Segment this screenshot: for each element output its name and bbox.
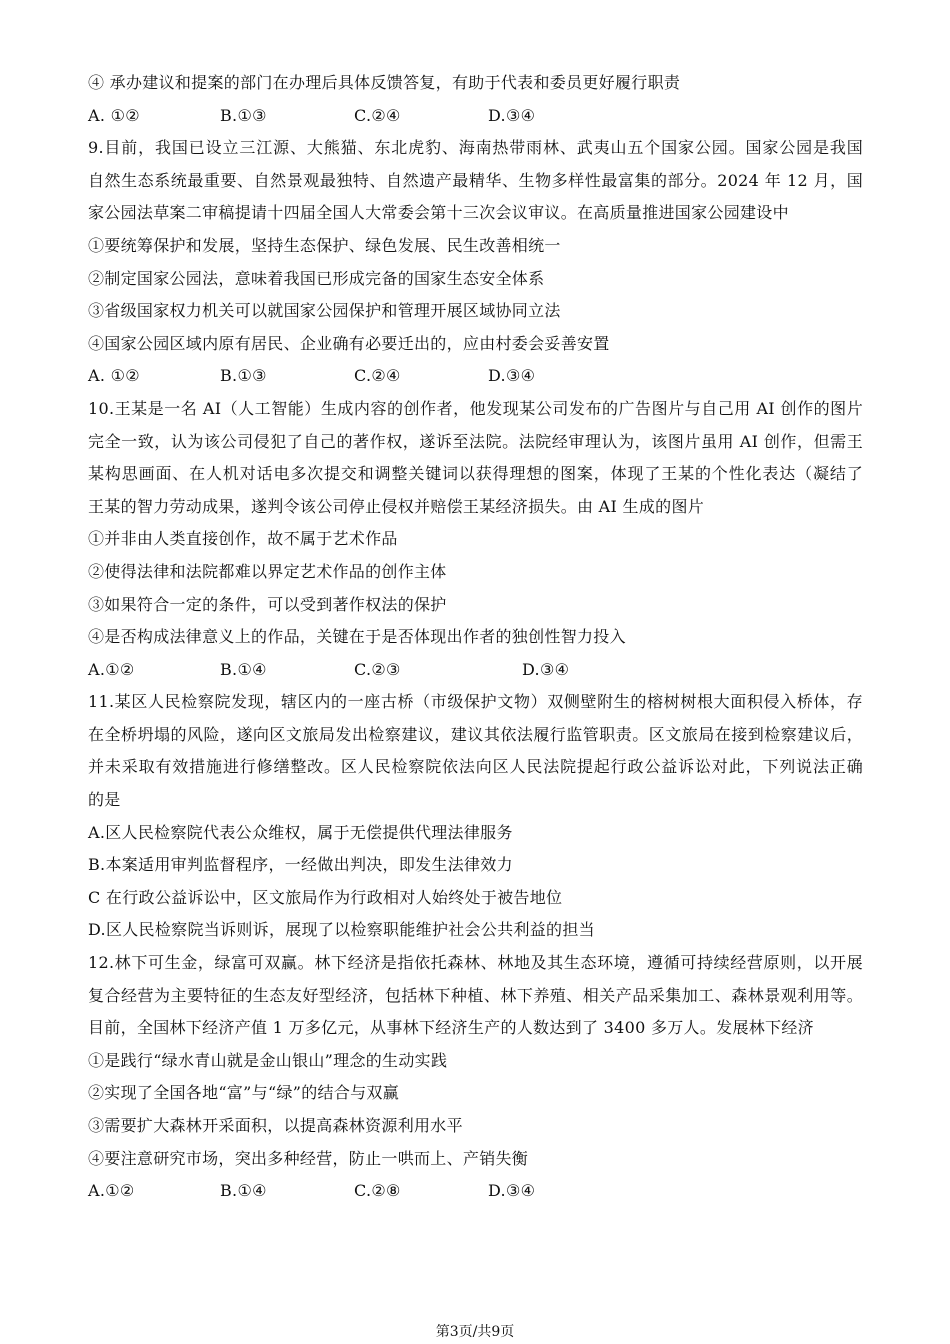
q10-stem-line: 某构思画面、在人机对话电多次提交和调整关键词以获得理想的图案，体现了王某的个性化表达（凝结了: [88, 464, 863, 484]
option-b: B.①④: [220, 659, 267, 679]
option-b: B.①③: [220, 366, 267, 386]
option-a: A.①②: [88, 1181, 135, 1201]
option-d: D.③④: [522, 659, 570, 679]
q12-options: [88, 1175, 863, 1208]
q8-item-4: ④ 承办建议和提案的部门在办理后具体反馈答复，有助于代表和委员更好履行职责: [88, 73, 681, 92]
q10-item: ④是否构成法律意义上的作品，关键在于是否体现出作者的独创性智力投入: [88, 627, 626, 647]
q11-stem-line: 11.某区人民检察院发现，辖区内的一座古桥（市级保护文物）双侧壁附生的榕树树根大面积侵入桥体，存: [88, 692, 863, 712]
q10-item: ③如果符合一定的条件，可以受到著作权法的保护: [88, 594, 447, 614]
q12-item: ④要注意研究市场，突出多种经营，防止一哄而上、产销失衡: [88, 1148, 529, 1168]
q9-item: ④国家公园区域内原有居民、企业确有必要迁出的，应由村委会妥善安置: [88, 333, 610, 353]
q9-item: ①要统筹保护和发展，坚持生态保护、绿色发展、民生改善相统一: [88, 235, 561, 255]
q10-stem-line: 王某的智力劳动成果，遂判令该公司停止侵权并赔偿王某经济损失。由 AI 生成的图片: [88, 496, 705, 516]
q8-options: [88, 100, 863, 133]
option-c: C.②④: [354, 366, 401, 386]
q9-stem-line: 自然生态系统最重要、自然景观最独特、自然遗产最精华、生物多样性最富集的部分。2024 年 12 月，国: [88, 170, 863, 190]
q12-item: ②实现了全国各地“富”与“绿”的结合与双赢: [88, 1083, 400, 1103]
q11-stem-line: 的是: [88, 790, 121, 810]
q9-item: ②制定国家公园法，意味着我国已形成完备的国家生态安全体系: [88, 268, 545, 288]
q12-item: ①是践行“绿水青山就是金山银山”理念的生动实践: [88, 1050, 448, 1070]
q11-stem-line: 在全桥坍塌的风险，遂向区文旅局发出检察建议，建议其依法履行监管职责。区文旅局在接到检察建议后，: [88, 724, 863, 744]
q9-options: [88, 360, 863, 393]
option-d: D.③④: [488, 105, 536, 125]
q10-stem-line: 完全一致，认为该公司侵犯了自己的著作权，遂诉至法院。法院经审理认为，该图片虽用 AI 创作，但需王: [88, 431, 863, 451]
option-c: C.②④: [354, 105, 401, 125]
q9-stem-line: 9.目前，我国已设立三江源、大熊猫、东北虎豹、海南热带雨林、武夷山五个国家公园。国家公园是我国: [88, 138, 863, 158]
exam-page-content: [88, 67, 863, 1208]
option-d: D.③④: [488, 366, 536, 386]
option-b: B.①④: [220, 1181, 267, 1201]
q10-stem-line: 10.王某是一名 AI（人工智能）生成内容的创作者，他发现某公司发布的广告图片与自己用 AI 创作的图片: [88, 398, 863, 418]
q12-stem-line: 12.林下可生金，绿富可双赢。林下经济是指依托森林、林地及其生态环境，遵循可持续经营原则，以开展: [88, 953, 863, 973]
q10-item: ②使得法律和法院都难以界定艺术作品的创作主体: [88, 561, 447, 581]
q12-stem-line: 目前，全国林下经济产值 1 万多亿元，从事林下经济生产的人数达到了 3400 多万人。发展林下经济: [88, 1018, 814, 1038]
option-c: C.②③: [354, 659, 401, 679]
option-c: C.②⑧: [354, 1181, 401, 1201]
q10-options: [88, 654, 863, 687]
option-a: A. ①②: [88, 366, 140, 386]
option-a: A. ①②: [88, 105, 140, 125]
q11-choice-d: D.区人民检察院当诉则诉，展现了以检察职能维护社会公共利益的担当: [88, 920, 595, 940]
option-d: D.③④: [488, 1181, 536, 1201]
q12-stem-line: 复合经营为主要特征的生态友好型经济，包括林下种植、林下养殖、相关产品采集加工、森林景观利用等。: [88, 985, 863, 1005]
option-a: A.①②: [88, 659, 135, 679]
q12-item: ③需要扩大森林开采面积，以提高森林资源利用水平: [88, 1116, 463, 1135]
page-number: 第3页/共9页: [435, 1324, 515, 1340]
q11-choice-b: B.本案适用审判监督程序，一经做出判决，即发生法律效力: [88, 855, 513, 875]
q11-choice-a: A.区人民检察院代表公众维权，属于无偿提供代理法律服务: [88, 822, 513, 842]
q11-stem-line: 并未采取有效措施进行修缮整改。区人民检察院依法向区人民法院提起行政公益诉讼对此，下列说法正确: [88, 757, 863, 777]
q9-stem-line: 家公园法草案二审稿提请十四届全国人大常委会第十三次会议审议。在高质量推进国家公园建设中: [88, 203, 789, 223]
q9-item: ③省级国家权力机关可以就国家公园保护和管理开展区域协同立法: [88, 301, 561, 321]
q11-choice-c: C 在行政公益诉讼中，区文旅局作为行政相对人始终处于被告地位: [88, 887, 563, 907]
q10-item: ①并非由人类直接创作，故不属于艺术作品: [88, 529, 398, 549]
option-b: B.①③: [220, 105, 267, 125]
